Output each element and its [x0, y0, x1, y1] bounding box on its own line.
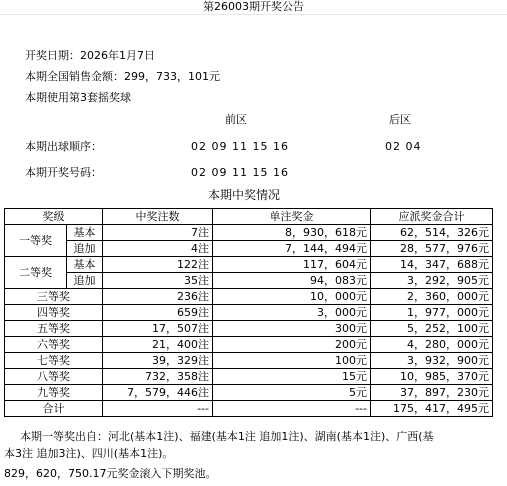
total-cell: 3，292，905元 [371, 273, 493, 289]
machine-set: 本期使用第3套摇奖球 [25, 91, 131, 104]
table-row [5, 321, 493, 337]
total-cell: 1，977，000元 [371, 305, 493, 321]
total-cell: 62，514，326元 [371, 225, 493, 241]
table-row [5, 385, 493, 401]
sub-level-cell: 追加 [67, 241, 103, 257]
table-row [5, 241, 493, 257]
count-cell: 17，507注 [103, 321, 213, 337]
table-row [5, 257, 493, 273]
prize-cell: 200元 [213, 337, 371, 353]
front-zone-label: 前区 [225, 113, 247, 126]
prize-cell: 100元 [213, 353, 371, 369]
count-cell: 39，329注 [103, 353, 213, 369]
prize-cell: 7，144，494元 [213, 241, 371, 257]
total-cell: 4，280，000元 [371, 337, 493, 353]
back-zone-label: 后区 [389, 113, 411, 126]
table-header-row [5, 209, 493, 225]
level-cell: 二等奖 [5, 257, 67, 289]
level-cell: 四等奖 [5, 305, 103, 321]
count-cell: 122注 [103, 257, 213, 273]
sub-level-cell: 基本 [67, 257, 103, 273]
total-cell: 3，932，900元 [371, 353, 493, 369]
level-cell: 三等奖 [5, 289, 103, 305]
sales-amount: 本期全国销售金额：299，733，101元 [25, 70, 220, 83]
header-level: 奖级 [5, 209, 103, 225]
table-row [5, 273, 493, 289]
total-cell: 14，347，688元 [371, 257, 493, 273]
total-prize-cell: --- [213, 401, 371, 417]
sub-level-cell: 基本 [67, 225, 103, 241]
prize-cell: 10，000元 [213, 289, 371, 305]
sub-level-cell: 追加 [67, 273, 103, 289]
level-cell: 九等奖 [5, 385, 103, 401]
winners-line-2: 本3注 追加3注)、四川(基本1注)。 [4, 447, 174, 460]
prize-cell: 300元 [213, 321, 371, 337]
table-row [5, 353, 493, 369]
total-cell: 2，360，000元 [371, 289, 493, 305]
count-cell: 7，579，446注 [103, 385, 213, 401]
prize-cell: 117，604元 [213, 257, 371, 273]
prize-cell: 94，083元 [213, 273, 371, 289]
level-cell: 五等奖 [5, 321, 103, 337]
prize-cell: 3，000元 [213, 305, 371, 321]
count-cell: 732，358注 [103, 369, 213, 385]
table-row [5, 289, 493, 305]
order-front-numbers: 02 09 11 15 16 [191, 140, 289, 153]
count-cell: 21，400注 [103, 337, 213, 353]
count-cell: 236注 [103, 289, 213, 305]
level-cell: 八等奖 [5, 369, 103, 385]
count-cell: 35注 [103, 273, 213, 289]
count-cell: 4注 [103, 241, 213, 257]
total-cell: 5，252，100元 [371, 321, 493, 337]
prize-cell: 15元 [213, 369, 371, 385]
table-row [5, 305, 493, 321]
level-cell: 七等奖 [5, 353, 103, 369]
total-label-cell: 合计 [5, 401, 103, 417]
header-prize: 单注奖金 [213, 209, 371, 225]
total-count-cell: --- [103, 401, 213, 417]
count-cell: 659注 [103, 305, 213, 321]
total-cell: 10，985，370元 [371, 369, 493, 385]
grand-total-cell: 175，417，495元 [371, 401, 493, 417]
prize-cell: 8，930，618元 [213, 225, 371, 241]
table-row [5, 369, 493, 385]
total-cell: 28，577，976元 [371, 241, 493, 257]
total-cell: 37，897，230元 [371, 385, 493, 401]
header-total: 应派奖金合计 [371, 209, 493, 225]
count-cell: 7注 [103, 225, 213, 241]
level-cell: 六等奖 [5, 337, 103, 353]
table-total-row [5, 401, 493, 417]
winners-line-1: 本期一等奖出自：河北(基本1注)、福建(基本1注 追加1注)、湖南(基本1注)、广西(基 [20, 430, 434, 443]
number-front-numbers: 02 09 11 15 16 [191, 166, 289, 179]
rollover-note: 829，620，750.17元奖金滚入下期奖池。 [4, 467, 217, 480]
prize-cell: 5元 [213, 385, 371, 401]
table-row [5, 225, 493, 241]
level-cell: 一等奖 [5, 225, 67, 257]
page-title: 第26003期开奖公告 [0, 0, 507, 15]
order-label: 本期出球顺序： [25, 140, 102, 153]
header-count: 中奖注数 [103, 209, 213, 225]
table-row [5, 337, 493, 353]
number-label: 本期开奖号码： [25, 166, 102, 179]
order-back-numbers: 02 04 [385, 140, 422, 153]
prize-section-title: 本期中奖情况 [208, 188, 281, 202]
prize-table [4, 208, 493, 417]
draw-date: 开奖日期：2026年1月7日 [25, 49, 155, 62]
